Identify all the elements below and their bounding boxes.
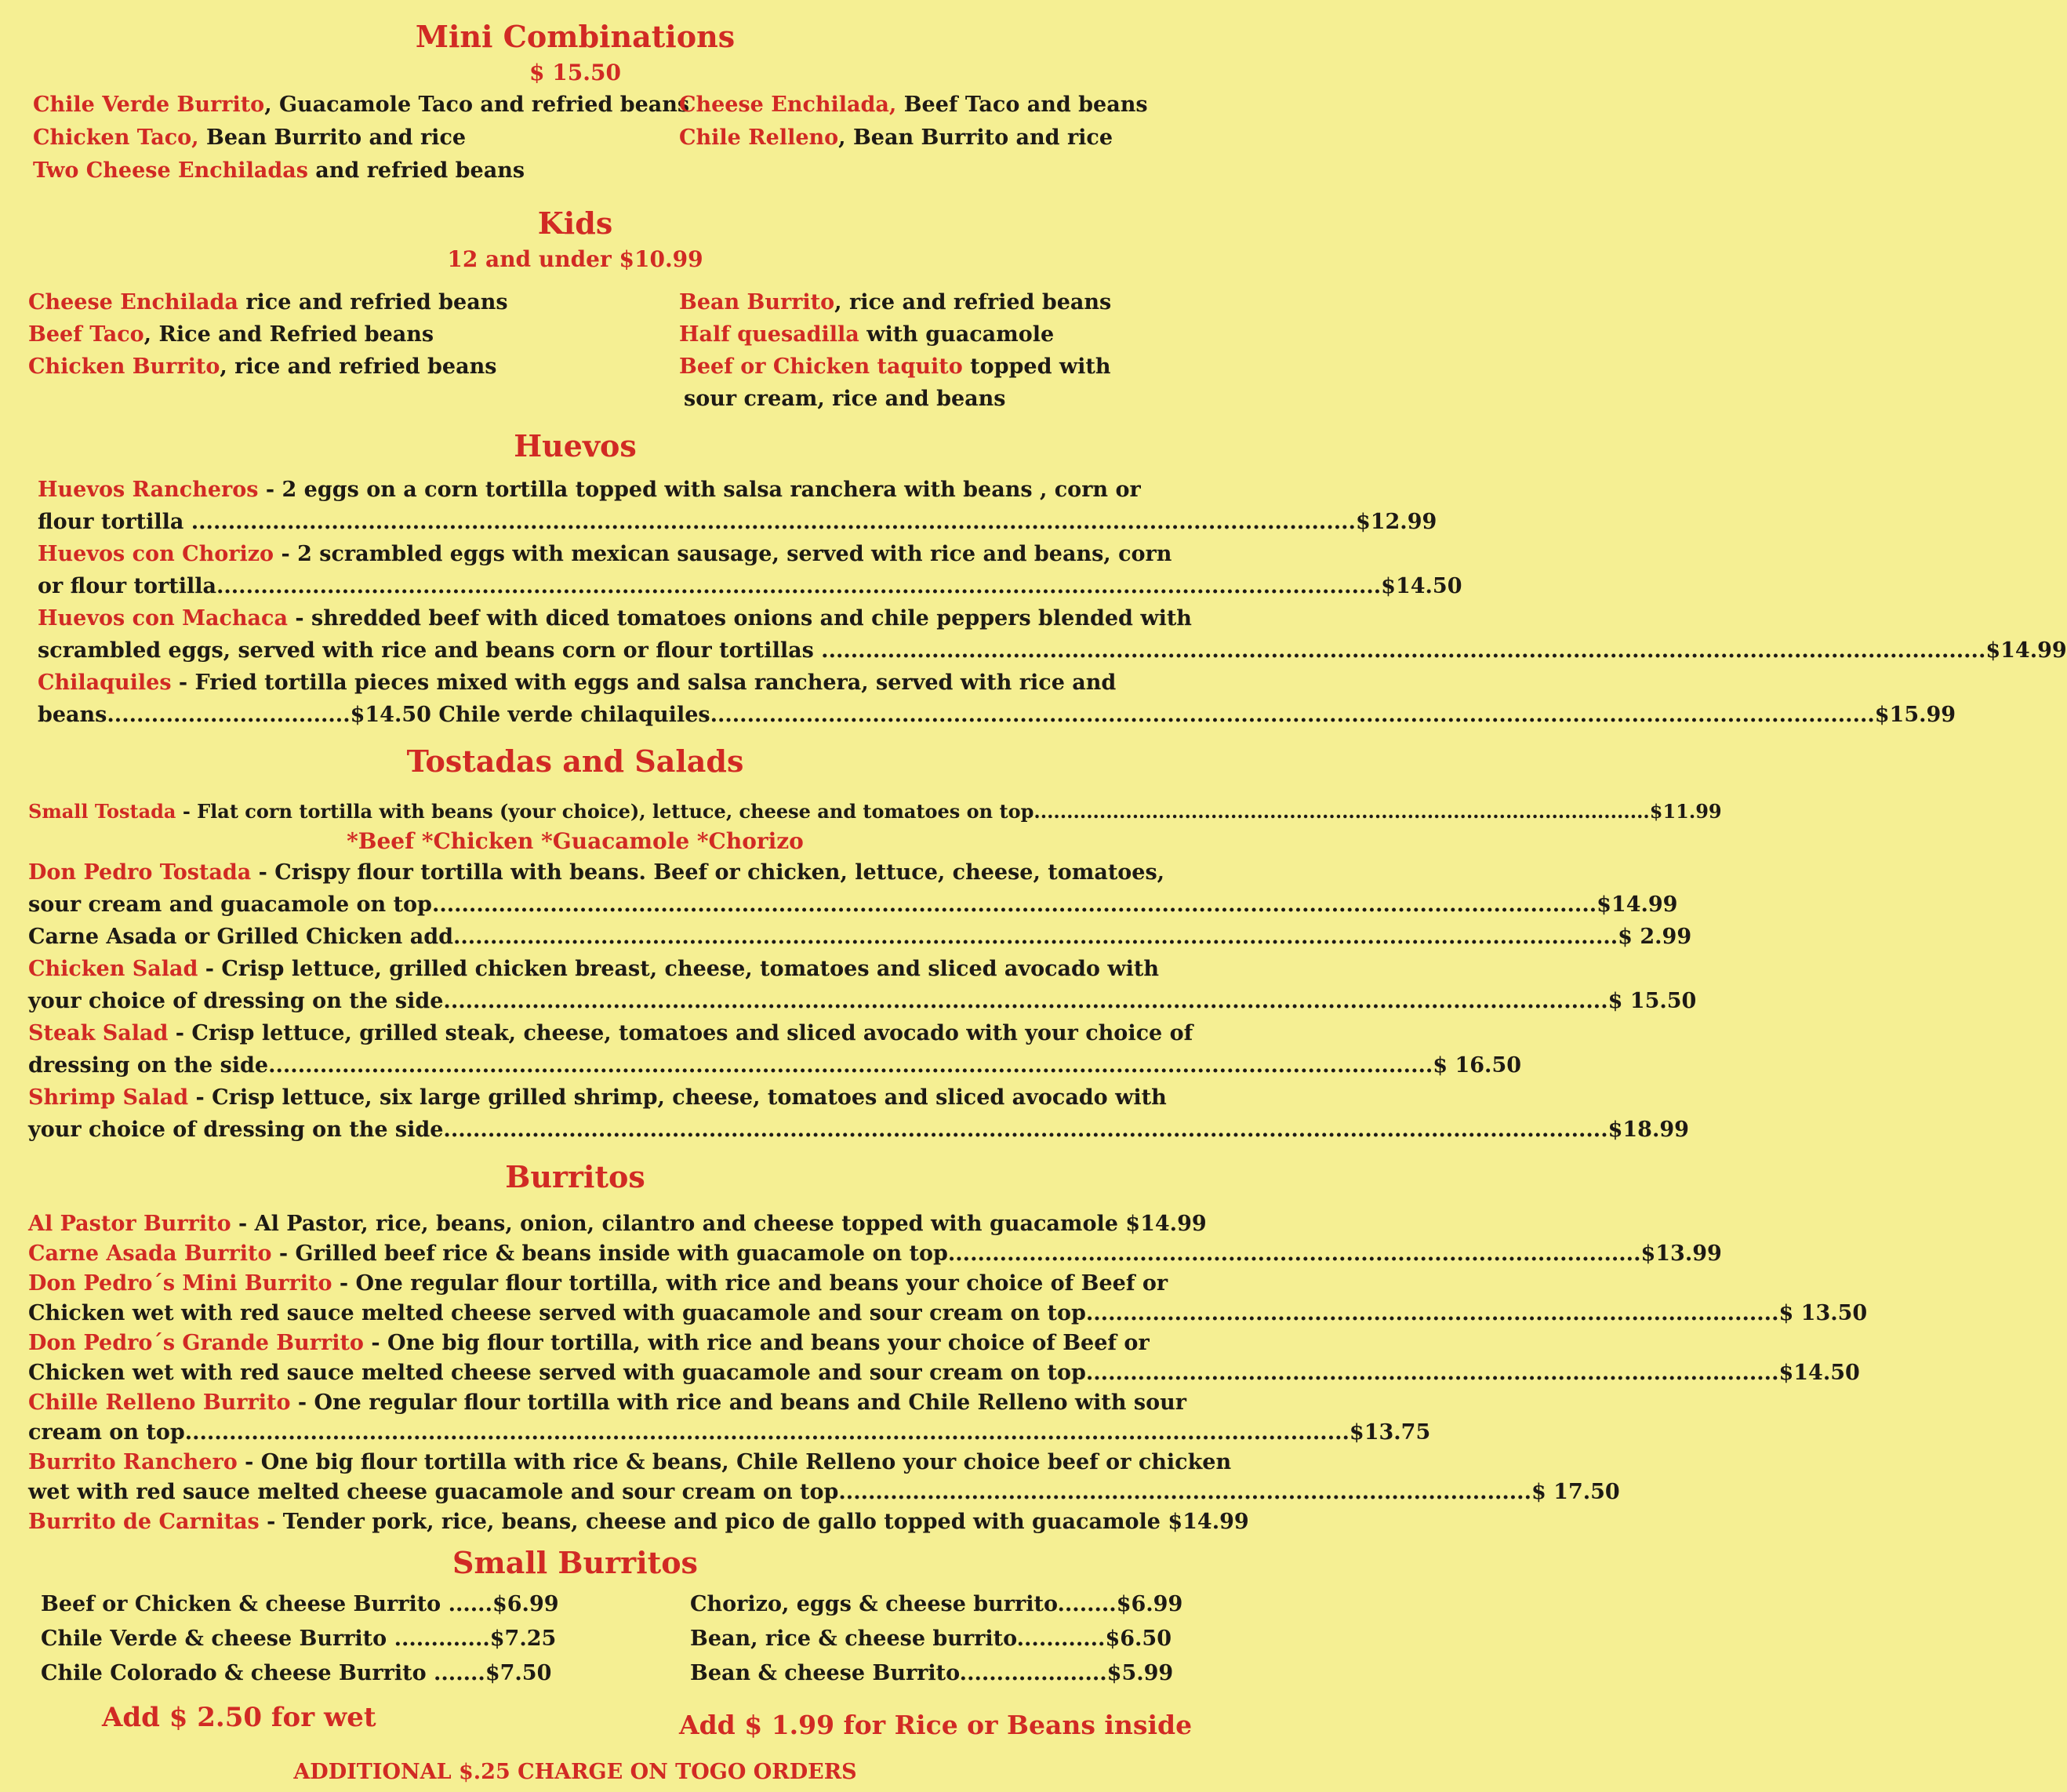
- section-title-small-burritos: Small Burritos: [452, 1545, 698, 1580]
- kids-item: Chicken Burrito, rice and refried beans: [28, 354, 497, 379]
- menu-item: Burrito de Carnitas - Tender pork, rice, beans, cheese and pico de gallo topped with guacamole $14.99: [28, 1510, 1249, 1534]
- menu-item: Chicken Salad - Crisp lettuce, grilled chicken breast, cheese, tomatoes and sliced avocado with your choice of dressing on the side.............................................................................................................................................................. $ 15.50: [28, 957, 1697, 1013]
- kids-item: Beef Taco, Rice and Refried beans: [28, 322, 434, 347]
- kids-item: sour cream, rice and beans: [684, 387, 1006, 411]
- menu-item: Al Pastor Burrito - Al Pastor, rice, beans, onion, cilantro and cheese topped with guacamole $14.99: [28, 1212, 1207, 1236]
- mini-item: Cheese Enchilada, Beef Taco and beans: [679, 93, 1148, 117]
- menu-item: Steak Salad - Crisp lettuce, grilled steak, cheese, tomatoes and sliced avocado with your choice of dressing on the side.............................................................................................................................................................. $ 16.50: [28, 1021, 1522, 1078]
- burritos-list: [28, 1209, 1868, 1537]
- menu-item: Don Pedro Tostada - Crispy flour tortilla with beans. Beef or chicken, lettuce, cheese, tomatoes, sour cream and guacamole on top.............................................................................................................................................................. $14.99: [28, 860, 1678, 917]
- section-title-mini: Mini Combinations: [415, 19, 736, 54]
- section-title-huevos: Huevos: [514, 428, 637, 463]
- small-burrito-item: Bean & cheese Burrito....................$5.99: [690, 1661, 1174, 1685]
- menu-item: Burrito Ranchero - One big flour tortilla with rice & beans, Chile Relleno your choice beef or chicken wet with red sauce melted cheese guacamole and sour cream on top.............................................................................................. $ 17.50: [28, 1450, 1620, 1504]
- kids-item: Cheese Enchilada rice and refried beans: [28, 290, 508, 314]
- kids-item: Half quesadilla with guacamole: [679, 322, 1055, 347]
- menu-item: Chilaquiles - Fried tortilla pieces mixed with eggs and salsa ranchera, served with rice and beans.................................$14.50 Chile verde chilaquiles .............................................................................................................................................................. $15.99: [38, 671, 1956, 727]
- addon-wet: Add $ 2.50 for wet: [102, 1702, 376, 1733]
- mini-price: $ 15.50: [529, 60, 621, 85]
- section-title-burritos: Burritos: [505, 1159, 645, 1194]
- tostada-options: *Beef *Chicken *Guacamole *Chorizo: [347, 828, 804, 854]
- kids-price: 12 and under $10.99: [447, 246, 703, 272]
- small-burrito-item: Beef or Chicken & cheese Burrito ......$6.99: [41, 1592, 559, 1616]
- menu-item: Huevos con Chorizo - 2 scrambled eggs with mexican sausage, served with rice and beans, corn or flour tortilla.............................................................................................................................................................. $14.50: [38, 542, 1462, 598]
- mini-item: Two Cheese Enchiladas and refried beans: [33, 158, 525, 183]
- menu-item: Don Pedro´s Grande Burrito - One big flour tortilla, with rice and beans your choice of Beef or Chicken wet with red sauce melted cheese served with guacamole and sour cream on top.............................................................................................. $14.50: [28, 1331, 1860, 1385]
- menu-item: Carne Asada Burrito - Grilled beef rice & beans inside with guacamole on top.............................................................................................. $13.99: [28, 1241, 1722, 1266]
- tostadas-list: [28, 856, 1697, 1146]
- mini-item: Chicken Taco, Bean Burrito and rice: [33, 125, 467, 150]
- menu-item: Don Pedro´s Mini Burrito - One regular flour tortilla, with rice and beans your choice of Beef or Chicken wet with red sauce melted cheese served with guacamole and sour cream on top.............................................................................................. $ 13.50: [28, 1271, 1868, 1325]
- menu-item: Small Tostada - Flat corn tortilla with beans (your choice), lettuce, cheese and tomatoes on top.............................................................................................. $11.99: [28, 800, 1722, 823]
- small-burrito-item: Bean, rice & cheese burrito............$6.50: [690, 1627, 1172, 1651]
- togo-charge-note: ADDITIONAL $.25 CHARGE ON TOGO ORDERS: [293, 1760, 857, 1784]
- menu-item: Chille Relleno Burrito - One regular flour tortilla with rice and beans and Chile Relleno with sour cream on top.............................................................................................................................................................. $13.75: [28, 1390, 1431, 1445]
- small-burrito-item: Chorizo, eggs & cheese burrito........$6.99: [690, 1592, 1183, 1616]
- section-title-tostadas: Tostadas and Salads: [406, 743, 744, 779]
- mini-item: Chile Verde Burrito, Guacamole Taco and refried beans: [33, 93, 690, 117]
- menu-item: Huevos Rancheros - 2 eggs on a corn tortilla topped with salsa ranchera with beans , corn or flour tortilla .............................................................................................................................................................. $12.99: [38, 478, 1437, 534]
- section-title-kids: Kids: [537, 205, 613, 241]
- kids-item: Beef or Chicken taquito topped with: [679, 354, 1111, 379]
- addon-rice-beans: Add $ 1.99 for Rice or Beans inside: [679, 1710, 1193, 1740]
- menu-item: Huevos con Machaca - shredded beef with diced tomatoes onions and chile peppers blended with scrambled eggs, served with rice and beans corn or flour tortillas .............................................................................................................................................................. $14.99: [38, 606, 2067, 663]
- small-burrito-item: Chile Colorado & cheese Burrito .......$7.50: [41, 1661, 552, 1685]
- kids-item: Bean Burrito, rice and refried beans: [679, 290, 1112, 314]
- menu-item: Shrimp Salad - Crisp lettuce, six large grilled shrimp, cheese, tomatoes and sliced avocado with your choice of dressing on the side.............................................................................................................................................................. $18.99: [28, 1085, 1689, 1142]
- mini-item: Chile Relleno, Bean Burrito and rice: [679, 125, 1113, 150]
- huevos-list: [38, 474, 2067, 731]
- small-burrito-item: Chile Verde & cheese Burrito .............$7.25: [41, 1627, 557, 1651]
- menu-item: Carne Asada or Grilled Chicken add.............................................................................................................................................................. $ 2.99: [28, 925, 1692, 949]
